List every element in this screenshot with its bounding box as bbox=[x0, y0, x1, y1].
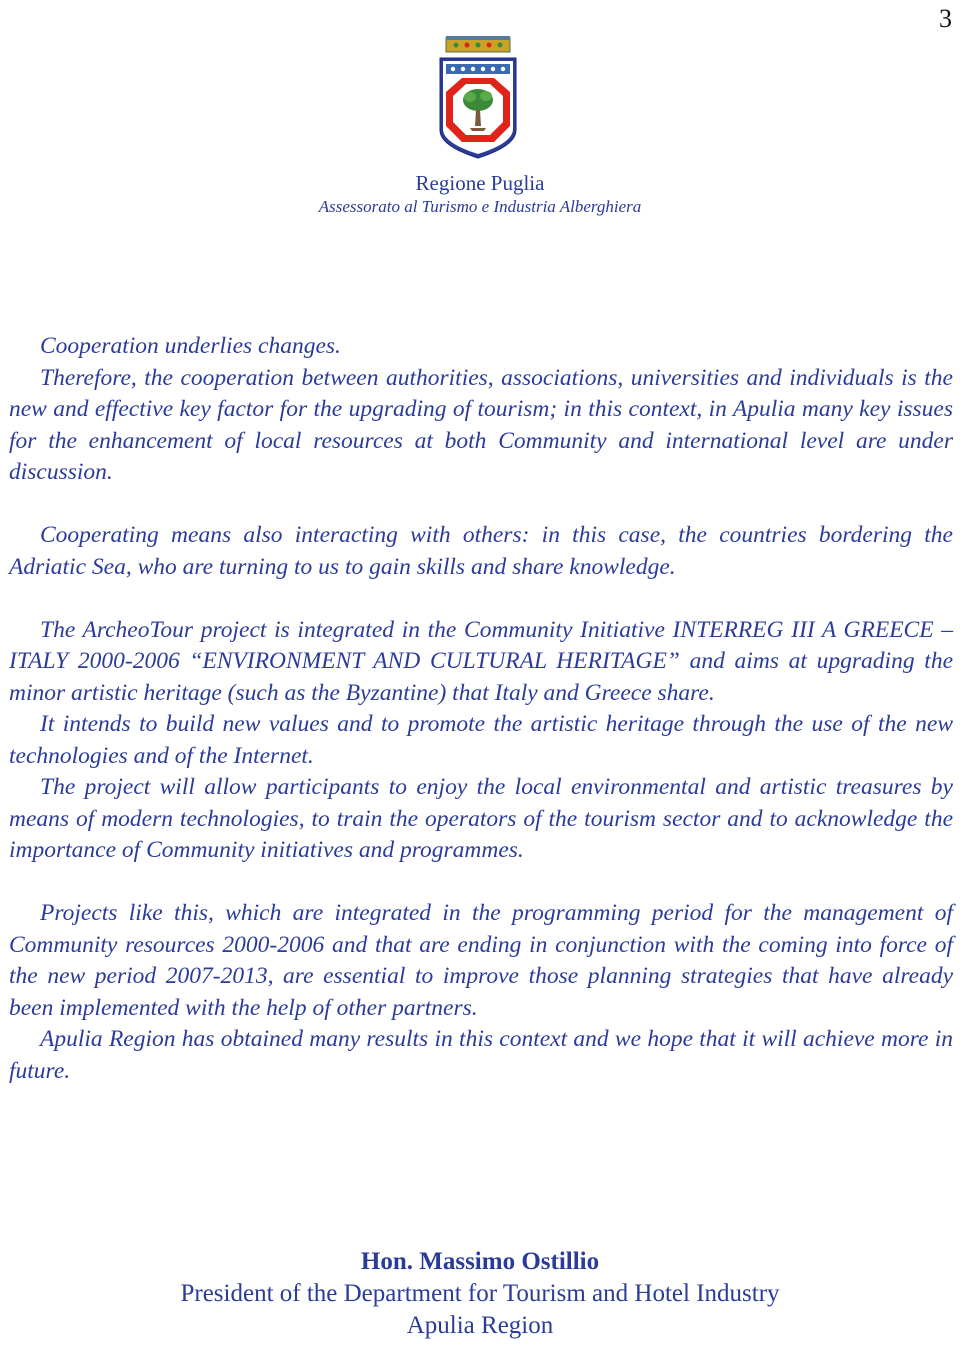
crown-icon bbox=[446, 36, 510, 52]
coat-of-arms-icon bbox=[436, 34, 520, 162]
signer-title: President of the Department for Tourism and Hotel Industry bbox=[180, 1280, 780, 1307]
paragraph: Cooperation underlies changes. bbox=[40, 333, 341, 359]
paragraph: Therefore, the cooperation between authorities, associations, universities and individuals is the new and effective key factor for the upgrading of tourism; in this context, in Apulia many key issues for the enhancement of local resources at both Community and international level are under discussion. bbox=[9, 364, 953, 485]
signature-block bbox=[0, 1246, 960, 1342]
signer-name: Hon. Massimo Ostillio bbox=[360, 1248, 600, 1275]
paragraph: Projects like this, which are integrated in the programming period for the management of Community resources 2000-2006 and that are ending in conjunction with the coming into force of the new period 2007-2013, are essential to improve those planning strategies that have already been implemented with the help of other partners. bbox=[9, 900, 953, 1021]
letter-body bbox=[9, 331, 953, 1087]
letterhead bbox=[0, 170, 960, 218]
paragraph: It intends to build new values and to promote the artistic heritage through the use of the new technologies and of the Internet. bbox=[9, 711, 953, 769]
page-number: 3 bbox=[939, 4, 952, 33]
signer-organization: Apulia Region bbox=[406, 1312, 554, 1339]
paragraph: The project will allow participants to enjoy the local environmental and artistic treasures by means of modern technologies, to train the operators of the tourism sector and to acknowledge the importance of Community initiatives and programmes. bbox=[9, 774, 953, 863]
organization-name: Regione Puglia bbox=[415, 171, 545, 195]
paragraph: Apulia Region has obtained many results in this context and we hope that it will achieve more in future. bbox=[9, 1026, 953, 1084]
department-name: Assessorato al Turismo e Industria Alberghiera bbox=[318, 197, 642, 216]
paragraph: Cooperating means also interacting with others: in this case, the countries bordering the Adriatic Sea, who are turning to us to gain skills and share knowledge. bbox=[9, 522, 953, 580]
paragraph: The ArcheoTour project is integrated in the Community Initiative INTERREG III A GREECE – ITALY 2000-2006 “ENVIRONMENT AND CULTURAL HERITAGE” and aims at upgrading the minor artistic heritage (such as the Byzantine) that Italy and Greece share. bbox=[9, 616, 953, 706]
